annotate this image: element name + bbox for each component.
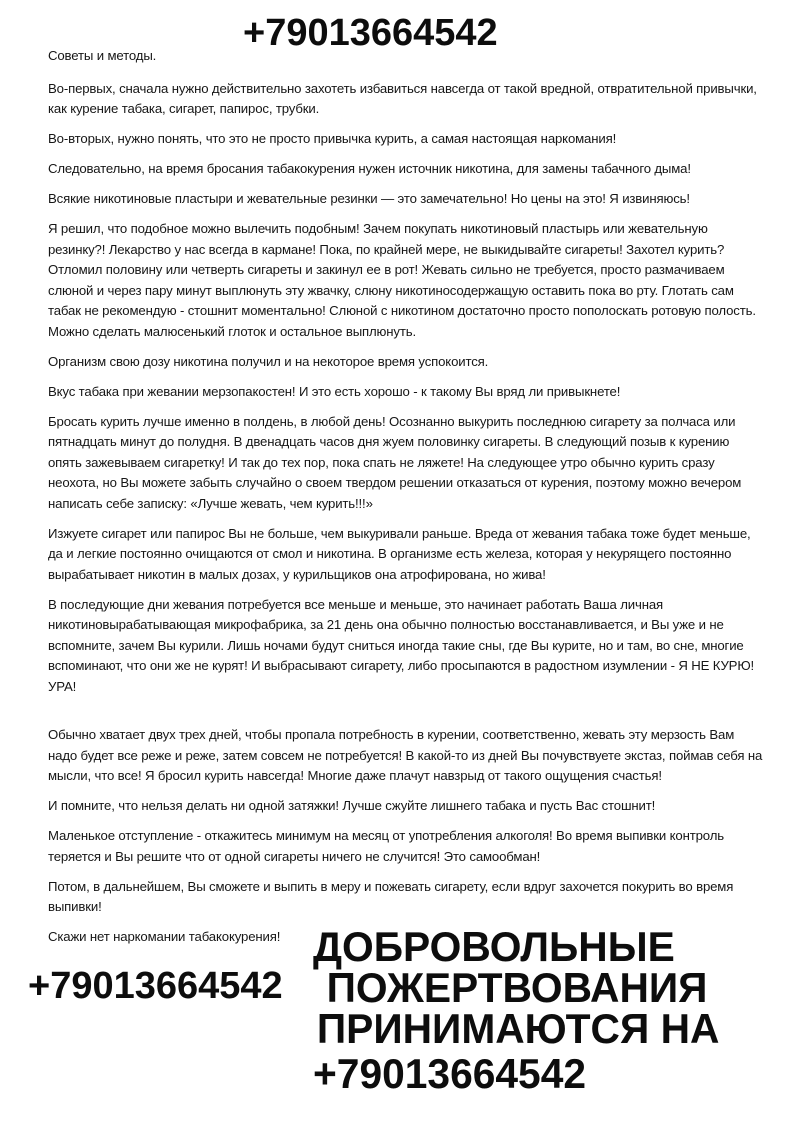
- article-heading: Советы и методы.: [48, 48, 157, 63]
- donation-line-1: ДОБРОВОЛЬНЫЕ: [313, 923, 675, 970]
- paragraph: Организм свою дозу никотина получил и на некоторое время успокоится.: [48, 353, 489, 369]
- paragraph: Во-вторых, нужно понять, что это не просто привычка курить, а самая настоящая наркомания!: [48, 131, 617, 146]
- paragraph: Маленькое отступление - откажитесь минимум на месяц от употребления алкоголя! Во время выпивки контроль теряется и Вы решите что от одной сигареты ничего не случится! Это самообман!: [48, 828, 724, 864]
- paragraph: Всякие никотиновые пластыри и жевательные резинки — это замечательно! Но цены на это! Я извиняюсь!: [48, 191, 690, 206]
- paragraph: Потом, в дальнейшем, Вы сможете и выпить в меру и пожевать сигарету, если вдруг захочется покурить во время выпивки!: [48, 878, 734, 914]
- paragraph: Я решил, что подобное можно вылечить подобным! Зачем покупать никотиновый пластырь или жевательную резинку?! Лекарство у нас всегда в кармане! Пока, по крайней мере, не выкидывайте сигареты! Захотел курить? Отломил половину или четверть сигареты и закинул ее в рот! Жевать сильно не требуется, просто размачиваем слюной и через пару минут выплюнуть эту жвачку, слюну никотиносодержащую оставить пока во рту. Глотать сам табак не рекомендую - стошнит моментально! Слюной с никотином достаточно просто пополоскать ротовую полость. Можно сделать малюсенький глоток и остальное выплюнуть.: [48, 221, 756, 339]
- donation-block: [313, 923, 720, 1097]
- donation-line-2: ПОЖЕРТВОВАНИЯ: [326, 964, 708, 1011]
- paragraph: Бросать курить лучше именно в полдень, в любой день! Осознанно выкурить последнюю сигарету за полчаса или пятнадцать минут до полудня. В двенадцать часов дня жуем половинку сигареты. В следующий позыв к курению опять зажевываем сигаретку! И так до тех пор, пока спать не ляжете! На следующее утро обычно курить сразу неохота, но Вы можете забыть случайно о своем твердом решении отказаться от курения, поэтому можно вечером написать себе записку: «Лучше жевать, чем курить!!!»: [48, 413, 742, 511]
- paragraph: Во-первых, сначала нужно действительно захотеть избавиться навсегда от такой вредной, отвратительной привычки, как курение табака, сигарет, папирос, трубки.: [48, 80, 757, 116]
- bottom-left-phone-number: +79013664542: [28, 965, 283, 1007]
- paragraph: Изжуете сигарет или папирос Вы не больше, чем выкуривали раньше. Вреда от жевания табака тоже будет меньше, да и легкие постоянно очищаются от смол и никотина. В организме есть железа, которая у некурящего постоянно вырабатывает никотин в малых дозах, у курильщиков она атрофирована, но жива!: [48, 525, 751, 582]
- paragraph: Следовательно, на время бросания табакокурения нужен источник никотина, для замены табачного дыма!: [48, 161, 691, 176]
- closing-line: Скажи нет наркомании табакокурения!: [48, 929, 281, 944]
- donation-line-3: ПРИНИМАЮТСЯ НА: [316, 1005, 720, 1052]
- top-phone-number: +79013664542: [243, 12, 498, 54]
- paragraph: Обычно хватает двух трех дней, чтобы пропала потребность в курении, соответственно, жевать эту мерзость Вам надо будет все реже и реже, затем совсем не потребуется! В какой-то из дней Вы почувствуете экстаз, поймав себя на мысли, что все! Я бросил курить навсегда! Многие даже плачут навзрыд от такого ощущения счастья!: [48, 727, 763, 783]
- paragraph: В последующие дни жевания потребуется все меньше и меньше, это начинает работать Ваша личная никотиновырабатывающая микрофабрика, за 21 день она обычно полностью восстанавливается, и Вы уже и не вспомните, зачем Вы курили. Лишь ночами будут сниться иногда такие сны, где Вы курите, но и там, во сне, многие вспоминают, что они же не курят! И выбрасывают сигарету, либо просыпаются в радостном изумлении - Я НЕ КУРЮ! УРА!: [48, 596, 755, 694]
- paragraph: И помните, что нельзя делать ни одной затяжки! Лучше сжуйте лишнего табака и пусть Вас стошнит!: [48, 798, 656, 813]
- paragraph: Вкус табака при жевании мерзопакостен! И это есть хорошо - к такому Вы вряд ли привыкнете!: [48, 383, 621, 399]
- donation-phone-number: +79013664542: [313, 1050, 587, 1097]
- article-body: [48, 46, 764, 957]
